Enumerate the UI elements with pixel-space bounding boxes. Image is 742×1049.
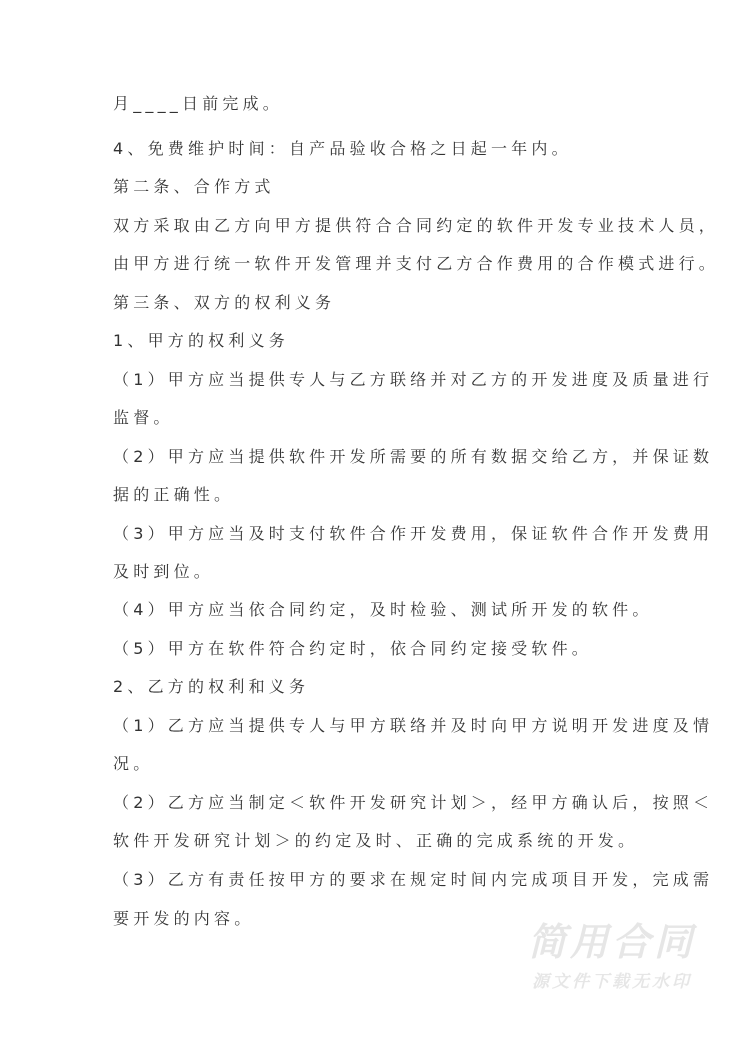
watermark-subtitle: 源文件下载无水印 [532, 972, 692, 992]
text-line: （2）乙方应当制定＜软件开发研究计划＞，经甲方确认后，按照＜ [113, 793, 714, 812]
text-line-maintenance: 4、免费维护时间：自产品验收合格之日起一年内。 [113, 139, 572, 158]
text-line: 及时到位。 [113, 562, 215, 581]
text-line: （4）甲方应当依合同约定，及时检验、测试所开发的软件。 [113, 600, 653, 619]
heading-article-3: 第三条、双方的权利义务 [113, 293, 336, 312]
subheading-party-b: 2、乙方的权利和义务 [113, 677, 310, 696]
subheading-party-a: 1、甲方的权利义务 [113, 331, 289, 350]
text-line: 况。 [113, 754, 154, 773]
text-line: 监督。 [113, 408, 174, 427]
text-line: （2）甲方应当提供软件开发所需要的所有数据交给乙方，并保证数 [113, 447, 714, 466]
text-line-completion-date: 月____日前完成。 [113, 94, 284, 113]
text-line: （1）甲方应当提供专人与乙方联络并对乙方的开发进度及质量进行 [113, 370, 714, 389]
text-line: （1）乙方应当提供专人与甲方联络并及时向甲方说明开发进度及情 [113, 716, 714, 735]
heading-article-2: 第二条、合作方式 [113, 177, 275, 196]
text-line: （3）乙方有责任按甲方的要求在规定时间内完成项目开发，完成需 [113, 870, 714, 889]
text-line: （5）甲方在软件符合约定时，依合同约定接受软件。 [113, 639, 592, 658]
watermark [512, 920, 712, 994]
text-line: 据的正确性。 [113, 485, 235, 504]
watermark-title: 简用合同 [527, 920, 696, 964]
text-line: （3）甲方应当及时支付软件合作开发费用，保证软件合作开发费用 [113, 524, 714, 543]
text-line: 双方采取由乙方向甲方提供符合合同约定的软件开发专业技术人员， [113, 216, 720, 235]
text-line: 软件开发研究计划＞的约定及时、正确的完成系统的开发。 [113, 831, 639, 850]
text-line: 由甲方进行统一软件开发管理并支付乙方合作费用的合作模式进行。 [113, 254, 720, 273]
text-line: 要开发的内容。 [113, 909, 255, 928]
